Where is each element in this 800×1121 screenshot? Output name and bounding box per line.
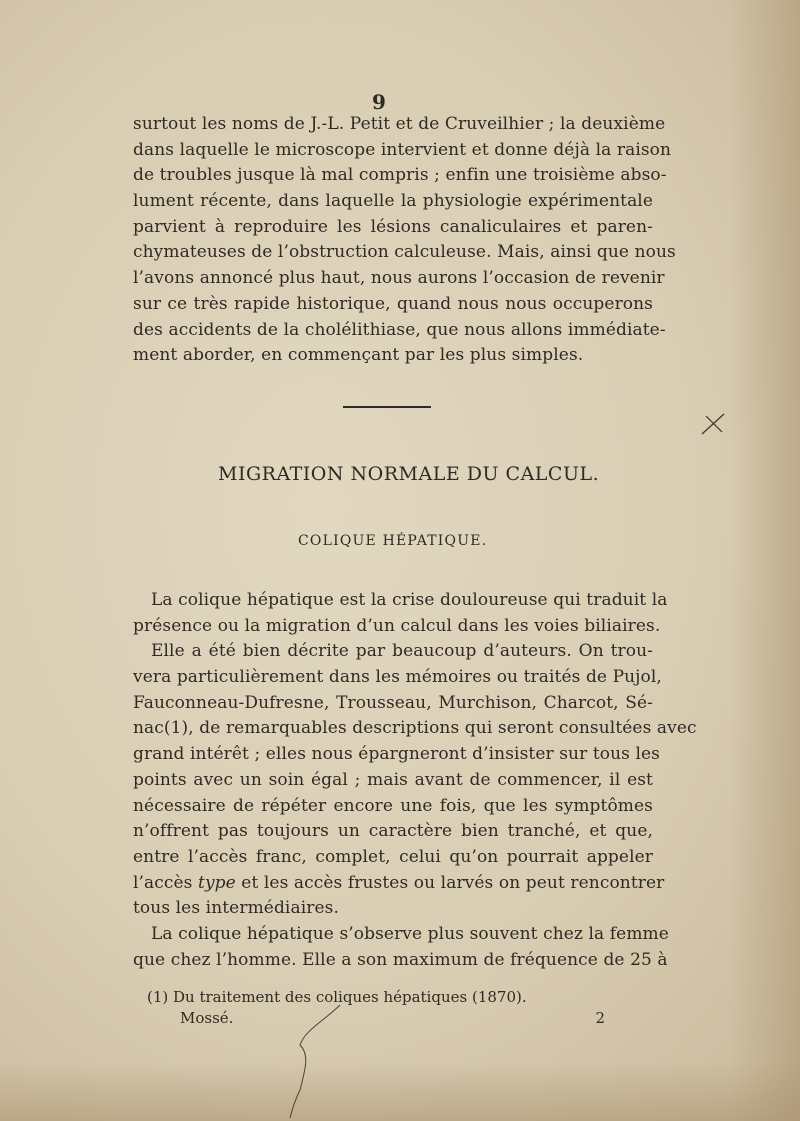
text-line: n’offrent pas toujours un caractère bien tranché, et que,: [133, 821, 653, 842]
text-line: des accidents de la cholélithiase, que nous allons immédiate-: [133, 319, 666, 340]
text-line: entre l’accès franc, complet, celui qu’on pourrait appeler: [133, 846, 653, 867]
text-line: parvient à reproduire les lésions canaliculaires et paren-: [133, 216, 653, 237]
text-line: chymateuses de l’obstruction calculeuse. Mais, ainsi que nous: [133, 242, 676, 263]
text-line: nac(1), de remarquables descriptions qui seront consultées avec: [133, 718, 697, 739]
subsection-title: COLIQUE HÉPATIQUE.: [298, 533, 488, 549]
page-edge-shadow: [730, 0, 800, 1121]
text-line: l’avons annoncé plus haut, nous aurons l’occasion de revenir: [133, 268, 665, 289]
text-line: dans laquelle le microscope intervient et donne déjà la raison: [133, 139, 672, 160]
text-line: vera particulièrement dans les mémoires ou traités de Pujol,: [133, 667, 662, 688]
text-line: sur ce très rapide historique, quand nous nous occuperons: [133, 293, 653, 314]
pencil-cross-mark-icon: [700, 410, 726, 436]
text-line: La colique hépatique s’observe plus souvent chez la femme: [151, 923, 669, 944]
section-title: MIGRATION NORMALE DU CALCUL.: [218, 463, 600, 485]
text-line: tous les intermédiaires.: [133, 898, 339, 919]
text-line: nécessaire de répéter encore une fois, que les symptômes: [133, 795, 653, 816]
text-fragment: l’accès: [133, 872, 199, 893]
page-bottom-shadow: [0, 1061, 800, 1121]
paragraph-historique: [133, 112, 676, 369]
text-line: Elle a été bien décrite par beaucoup d’auteurs. On trou-: [151, 641, 653, 662]
text-line: La colique hépatique est la crise douloureuse qui traduit la: [151, 590, 668, 610]
text-line: que chez l’homme. Elle a son maximum de fréquence de 25 à: [133, 949, 668, 970]
text-line: lument récente, dans laquelle la physiologie expérimentale: [133, 191, 653, 212]
signature-sheet-number: 2: [595, 1009, 605, 1027]
paragraph-colique: [133, 588, 697, 973]
pencil-stroke-icon: [280, 1000, 360, 1120]
signature-author: Mossé.: [180, 1009, 234, 1027]
text-line-with-italic: [133, 871, 665, 897]
text-fragment: et les accès frustes ou larvés on peut rencontrer: [235, 872, 665, 893]
text-line: surtout les noms de J.-L. Petit et de Cruveilhier ; la deuxième: [133, 114, 666, 134]
footnote: (1) Du traitement des coliques hépatiques (1870).: [147, 988, 527, 1006]
page-number: 9: [372, 90, 386, 114]
section-divider: [343, 406, 431, 408]
text-line: Fauconneau-Dufresne, Trousseau, Murchison, Charcot, Sé-: [133, 692, 653, 713]
text-line: de troubles jusque là mal compris ; enfin une troisième abso-: [133, 165, 667, 186]
signature-line: [180, 1009, 605, 1027]
text-line: présence ou la migration d’un calcul dans les voies biliaires.: [133, 615, 661, 636]
text-line: grand intérêt ; elles nous épargneront d’insister sur tous les: [133, 744, 660, 765]
italic-word: type: [198, 872, 236, 893]
text-line: points avec un soin égal ; mais avant de commencer, il est: [133, 769, 653, 790]
text-line: ment aborder, en commençant par les plus simples.: [133, 345, 584, 366]
